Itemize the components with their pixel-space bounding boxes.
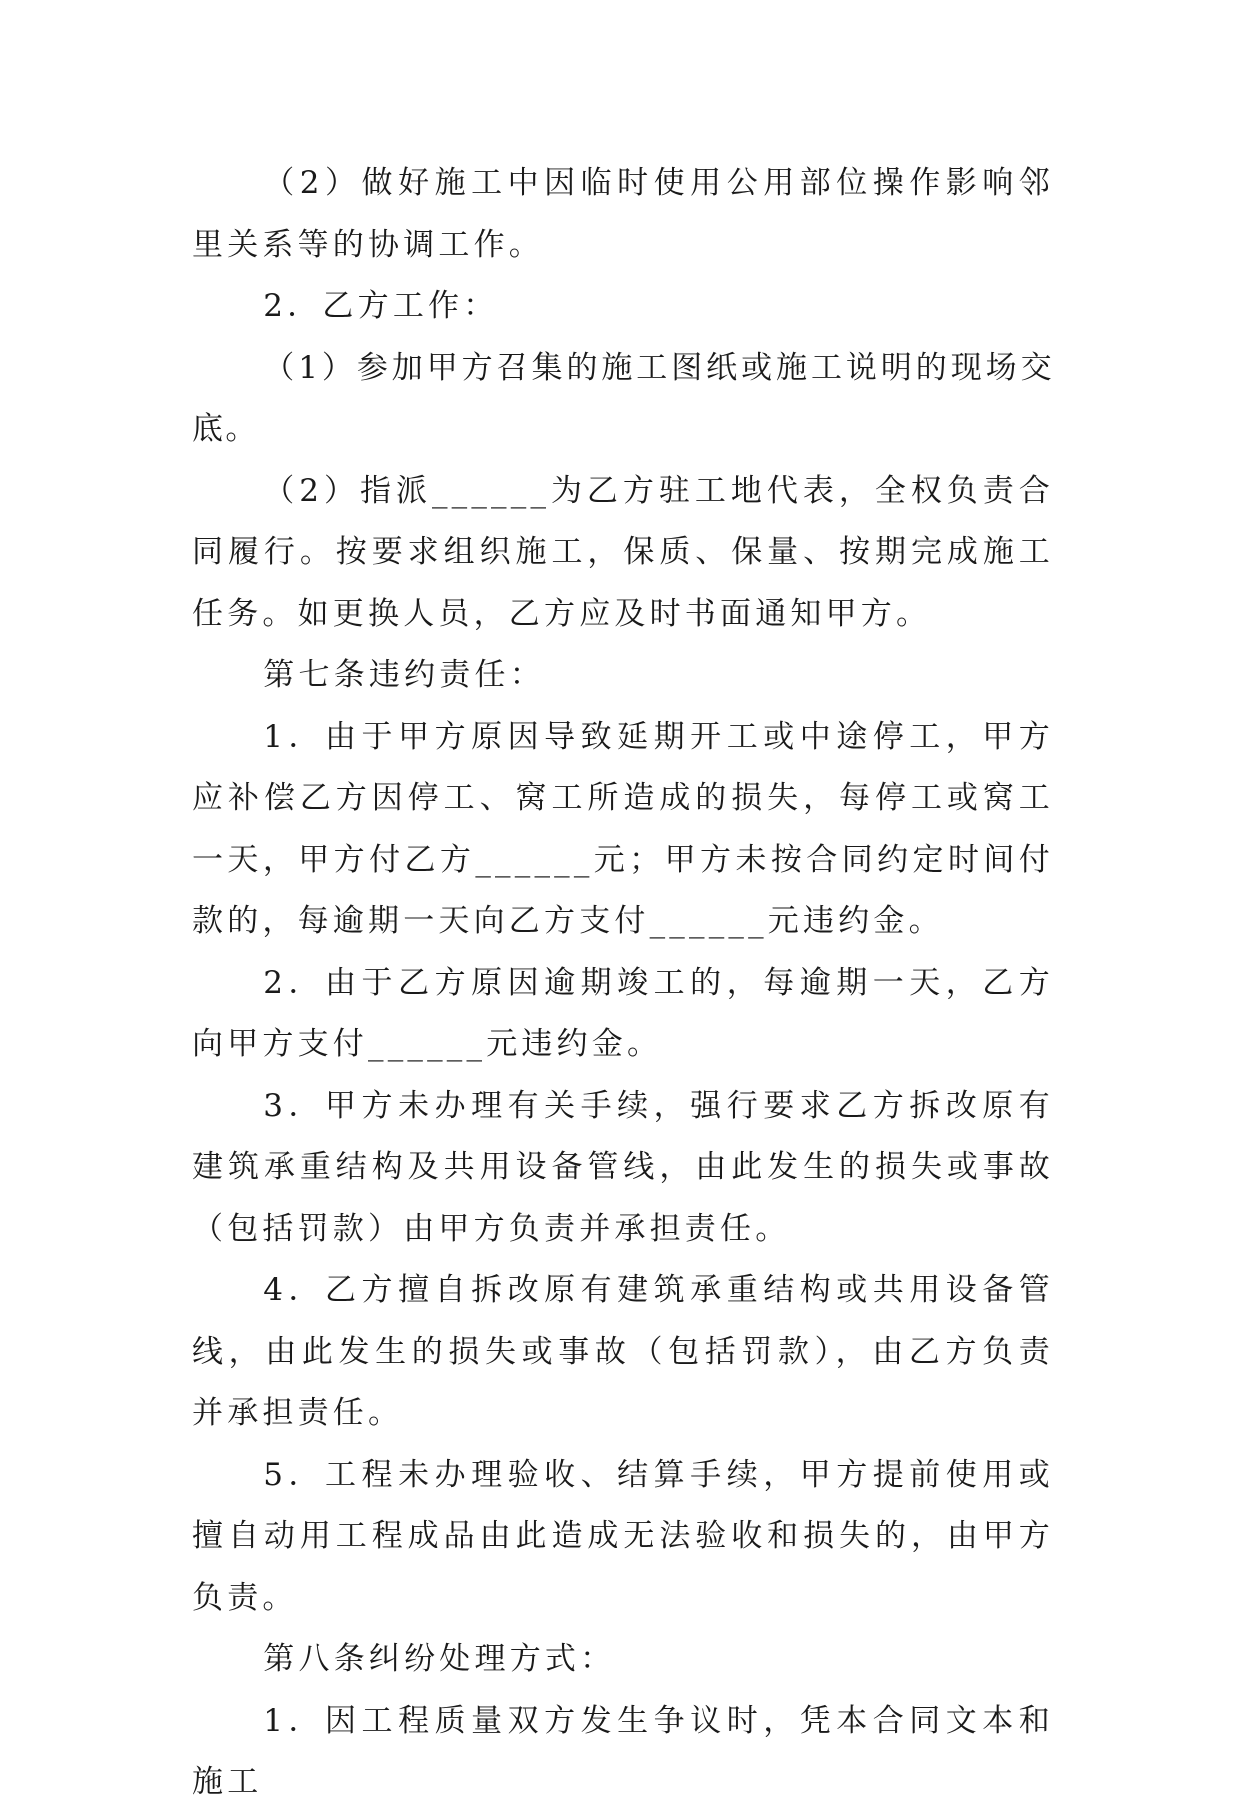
article-8-heading: 第八条纠纷处理方式： [263,1641,616,1677]
paragraph-party-a-structural-change: 3．甲方未办理有关手续，强行要求乙方拆改原有建筑承重结构及共用设备管线，由此发生的损失或事故（包括罚款）由甲方负责并承担责任。 [192,1087,1054,1247]
paragraph-party-b-duties-heading: 2．乙方工作： [263,288,499,324]
paragraph-party-b-overdue-liability: 2．由于乙方原因逾期竣工的，每逾期一天，乙方向甲方支付______元违约金。 [192,964,1054,1062]
paragraph-party-b-structural-change: 4．乙方擅自拆改原有建筑承重结构或共用设备管线，由此发生的损失或事故（包括罚款），由乙方负责并承担责任。 [192,1272,1054,1431]
paragraph-party-a-delay-liability: 1．由于甲方原因导致延期开工或中途停工，甲方应补偿乙方因停工、窝工所造成的损失，每停工或窝工一天，甲方付乙方______元；甲方未按合同约定时间付款的，每逾期一天向乙方支付______元违约金。 [192,718,1054,939]
article-7-heading: 第七条违约责任： [263,657,545,693]
paragraph-quality-dispute: 1．因工程质量双方发生争议时，凭本合同文本和施工 [192,1702,1054,1800]
paragraph-site-representative: （2）指派______为乙方驻工地代表，全权负责合同履行。按要求组织施工，保质、保量、按期完成施工任务。如更换人员，乙方应及时书面通知甲方。 [192,472,1054,632]
document-body [192,153,1054,1814]
paragraph-neighbor-coordination: （2）做好施工中因临时使用公用部位操作影响邻里关系等的协调工作。 [192,165,1054,263]
paragraph-early-use-liability: 5．工程未办理验收、结算手续，甲方提前使用或擅自动用工程成品由此造成无法验收和损失的，由甲方负责。 [192,1456,1054,1616]
paragraph-site-briefing: （1）参加甲方召集的施工图纸或施工说明的现场交底。 [192,349,1054,447]
